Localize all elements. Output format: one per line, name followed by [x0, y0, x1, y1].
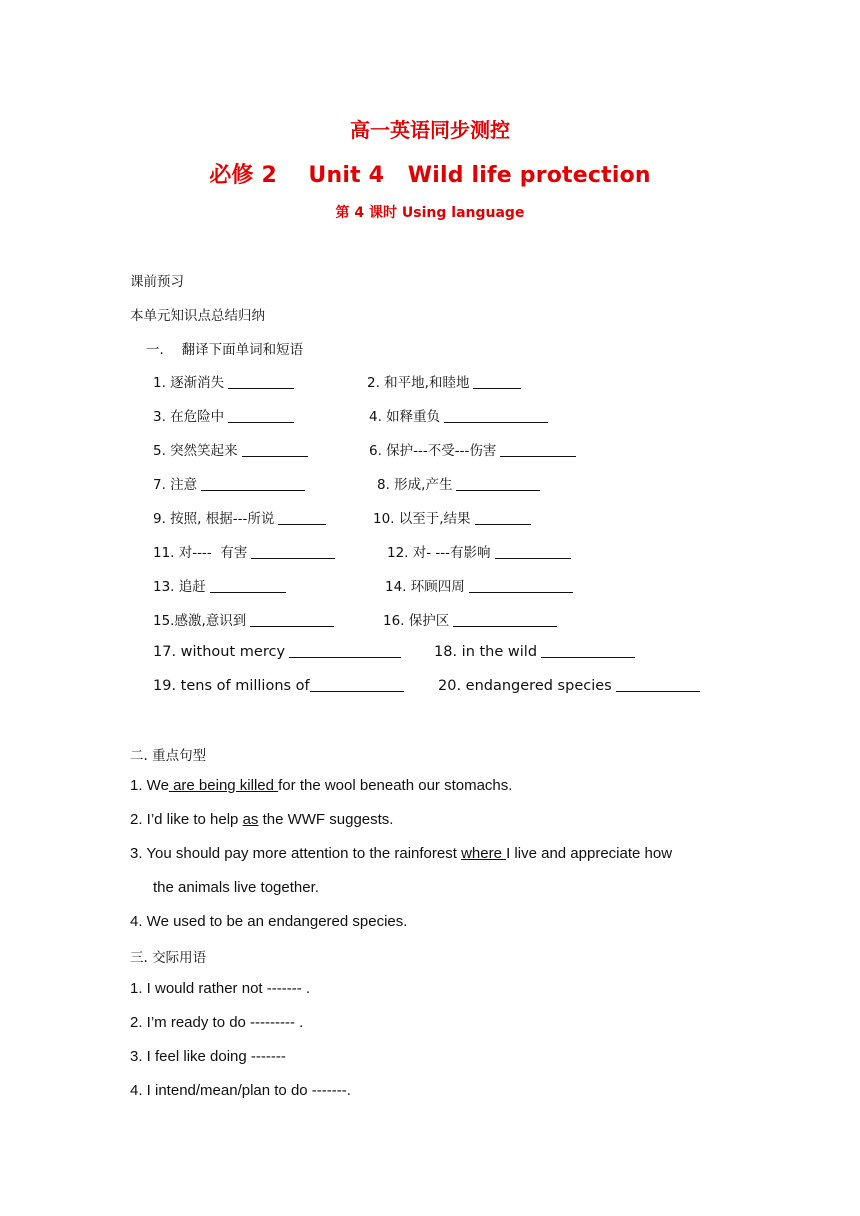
vocab-item: 11. 对---- 有害 [153, 541, 335, 561]
answer-blank[interactable] [495, 544, 571, 559]
vocab-item: 18. in the wild [434, 643, 635, 660]
vocab-item: 2. 和平地,和睦地 [367, 371, 521, 391]
section-preview: 课前预习 [130, 274, 184, 290]
answer-blank[interactable] [475, 510, 531, 525]
vocab-item: 14. 环顾四周 [385, 575, 573, 595]
vocab-item: 12. 对- ---有影响 [387, 541, 571, 561]
answer-blank[interactable] [250, 612, 334, 627]
answer-blank[interactable] [201, 476, 305, 491]
lesson-title: 第 4 课时 Using language [335, 205, 525, 221]
vocab-item: 19. tens of millions of [153, 677, 404, 694]
answer-blank[interactable] [456, 476, 540, 491]
answer-blank[interactable] [473, 374, 521, 389]
vocab-item: 5. 突然笑起来 [153, 439, 308, 459]
answer-blank[interactable] [210, 578, 286, 593]
section-summary: 本单元知识点总结归纳 [130, 308, 265, 324]
answer-blank[interactable] [289, 643, 401, 658]
answer-blank[interactable] [616, 677, 700, 692]
key-sentence-2: 2. I’d like to help as the WWF suggests. [130, 811, 394, 828]
answer-blank[interactable] [444, 408, 548, 423]
key-sentence-3: 3. You should pay more attention to the rainforest where I live and appreciate how [130, 845, 673, 862]
answer-blank[interactable] [228, 408, 294, 423]
part1-heading: 一． 翻译下面单词和短语 [146, 342, 304, 358]
answer-blank[interactable] [310, 677, 404, 692]
answer-blank[interactable] [469, 578, 573, 593]
key-sentence-3-continued: the animals live together. [153, 879, 319, 896]
expression-line: 2. I’m ready to do --------- . [130, 1014, 304, 1031]
answer-blank[interactable] [228, 374, 294, 389]
vocab-item: 7. 注意 [153, 473, 305, 493]
answer-blank[interactable] [251, 544, 335, 559]
vocab-item: 13. 追赶 [153, 575, 286, 595]
answer-blank[interactable] [500, 442, 576, 457]
answer-blank[interactable] [453, 612, 557, 627]
key-sentence-1: 1. We are being killed for the wool beneath our stomachs. [130, 777, 513, 794]
vocab-item: 16. 保护区 [383, 609, 557, 629]
expression-line: 3. I feel like doing ------- [130, 1048, 286, 1065]
answer-blank[interactable] [278, 510, 326, 525]
vocab-item: 10. 以至于,结果 [373, 507, 531, 527]
part3-heading: 三. 交际用语 [130, 950, 207, 966]
vocab-item: 15.感激,意识到 [153, 609, 334, 629]
unit-title: 必修 2 Unit 4 Wild life protection [209, 163, 651, 188]
vocab-item: 6. 保护---不受---伤害 [369, 439, 576, 459]
document-title: 高一英语同步测控 [350, 118, 510, 142]
vocab-item: 4. 如释重负 [369, 405, 548, 425]
expression-line: 4. I intend/mean/plan to do -------. [130, 1082, 351, 1099]
vocab-item: 9. 按照, 根据---所说 [153, 507, 326, 527]
vocab-item: 20. endangered species [438, 677, 700, 694]
answer-blank[interactable] [541, 643, 635, 658]
vocab-item: 17. without mercy [153, 643, 401, 660]
answer-blank[interactable] [242, 442, 308, 457]
expression-line: 1. I would rather not ------- . [130, 980, 311, 997]
vocab-item: 1. 逐渐消失 [153, 371, 294, 391]
vocab-item: 3. 在危险中 [153, 405, 294, 425]
part2-heading: 二. 重点句型 [130, 748, 207, 764]
vocab-item: 8. 形成,产生 [377, 473, 540, 493]
key-sentence-4: 4. We used to be an endangered species. [130, 913, 408, 930]
